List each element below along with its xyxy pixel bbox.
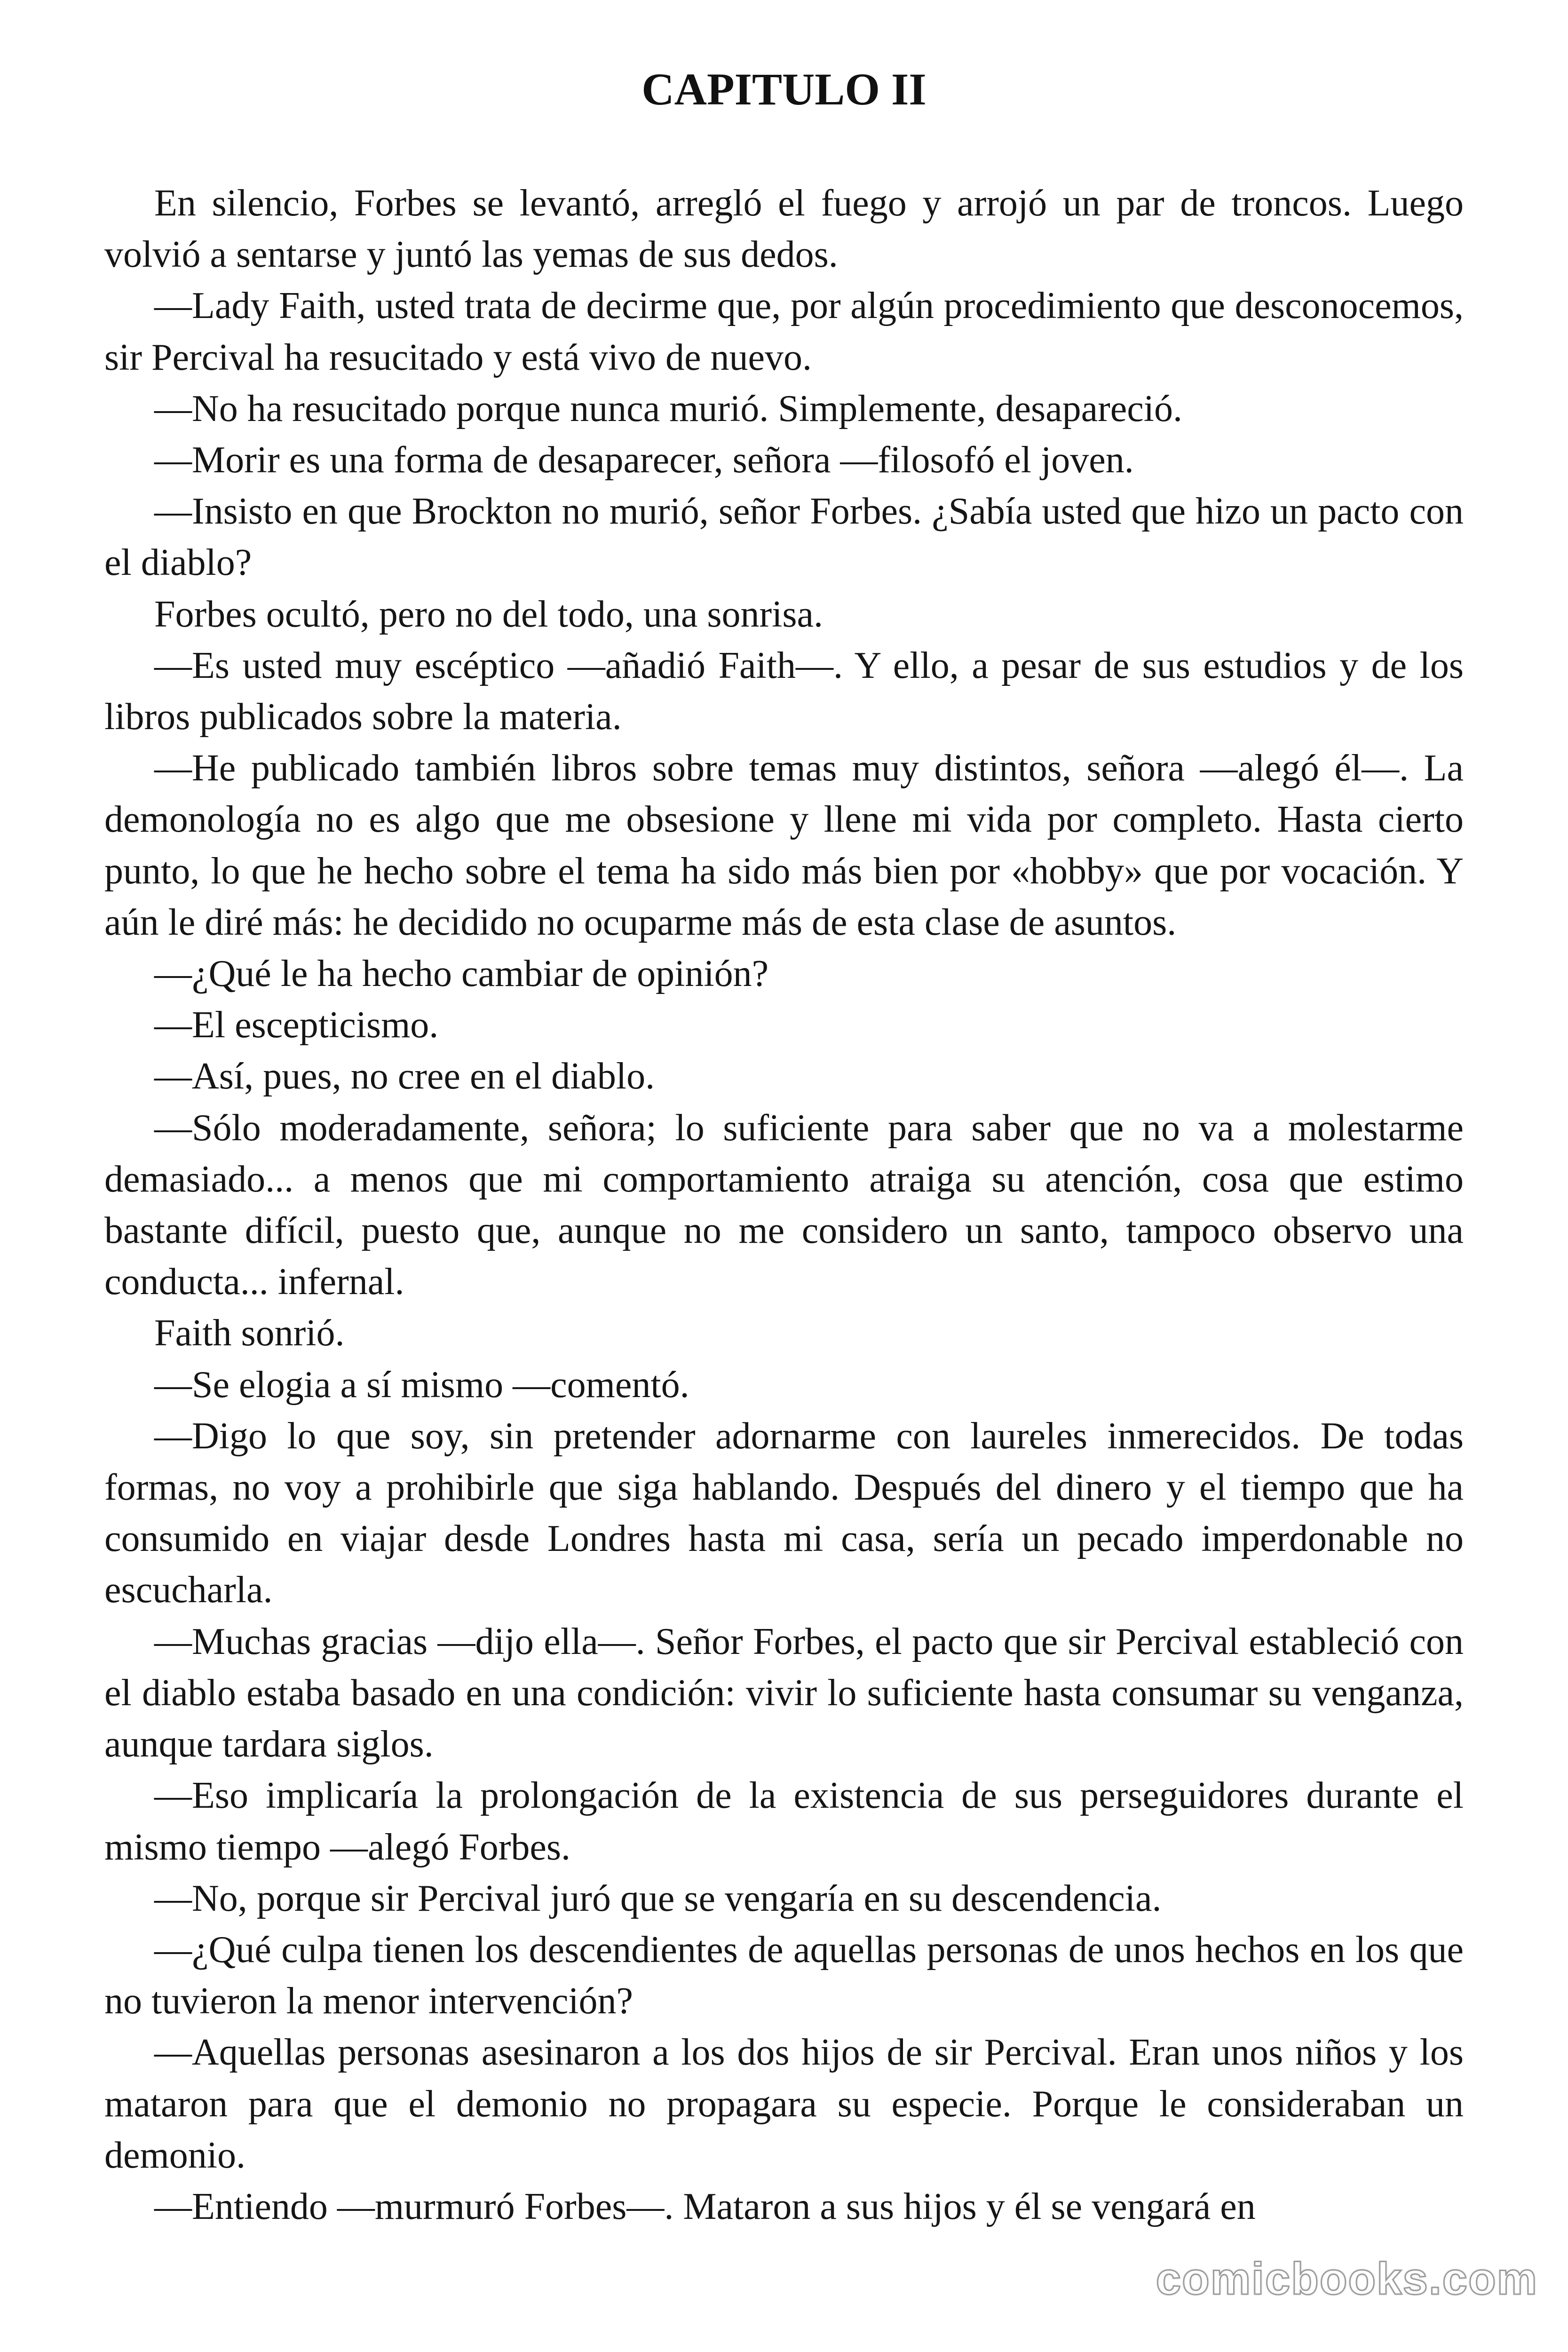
paragraph: —He publicado también libros sobre temas muy distintos, señora —alegó él—. La demonología no es algo que me obsesione y llene mi vida por completo. Hasta cierto punto, lo que he hecho sobre el tema ha sido más bien por «hobby» que por vocación. Y aún le diré más: he decidido no ocuparme más de esta clase de asuntos. [104,747,1464,943]
paragraph: En silencio, Forbes se levantó, arregló el fuego y arrojó un par de troncos. Luego volvió a sentarse y juntó las yemas de sus dedos. [104,183,1464,276]
paragraph: Forbes ocultó, pero no del todo, una sonrisa. [154,593,823,635]
page-body-text [104,178,1464,2233]
paragraph: —Sólo moderadamente, señora; lo suficiente para saber que no va a molestarme demasiado... a menos que mi comportamiento atraiga su atención, cosa que estimo bastante difícil, puesto que, aunque no me considero un santo, tampoco observo una conducta... infernal. [104,1107,1464,1303]
paragraph: —El escepticismo. [154,1004,439,1046]
paragraph: —Insisto en que Brockton no murió, señor Forbes. ¿Sabía usted que hizo un pacto con el diablo? [104,491,1464,584]
paragraph: —¿Qué culpa tienen los descendientes de aquellas personas de unos hechos en los que no tuvieron la menor intervención? [104,1929,1464,2022]
chapter-title: CAPITULO II [641,64,927,114]
paragraph: —Así, pues, no cree en el diablo. [154,1056,655,1097]
paragraph: —Es usted muy escéptico —añadió Faith—. Y ello, a pesar de sus estudios y de los libros publicados sobre la materia. [104,644,1464,738]
paragraph: —No ha resucitado porque nunca murió. Simplemente, desapareció. [154,388,1182,429]
paragraph: —Digo lo que soy, sin pretender adornarme con laureles inmerecidos. De todas formas, no voy a prohibirle que siga hablando. Después del dinero y el tiempo que ha consumido en viajar desde Londres hasta mi casa, sería un pecado imperdonable no escucharla. [104,1415,1464,1611]
paragraph: —¿Qué le ha hecho cambiar de opinión? [154,953,769,995]
paragraph: —Eso implicaría la prolongación de la existencia de sus perseguidores durante el mismo tiempo —alegó Forbes. [104,1775,1464,1868]
paragraph: —No, porque sir Percival juró que se vengaría en su descendencia. [154,1877,1162,1919]
paragraph: —Entiendo —murmuró Forbes—. Mataron a sus hijos y él se vengará en [154,2185,1256,2227]
paragraph: —Se elogia a sí mismo —comentó. [154,1364,689,1406]
watermark-logo: comicbooks.com [1156,2254,1538,2304]
paragraph: —Aquellas personas asesinaron a los dos hijos de sir Percival. Eran unos niños y los mataron para que el demonio no propagara su especie. Porque le consideraban un demonio. [104,2032,1464,2176]
paragraph: —Lady Faith, usted trata de decirme que, por algún procedimiento que desconocemos, sir Percival ha resucitado y está vivo de nuevo. [104,285,1464,378]
paragraph: —Morir es una forma de desaparecer, señora —filosofó el joven. [154,439,1134,481]
paragraph: Faith sonrió. [154,1312,345,1354]
paragraph: —Muchas gracias —dijo ella—. Señor Forbes, el pacto que sir Percival estableció con el diablo estaba basado en una condición: vivir lo suficiente hasta consumar su venganza, aunque tardara siglos. [104,1621,1464,1765]
